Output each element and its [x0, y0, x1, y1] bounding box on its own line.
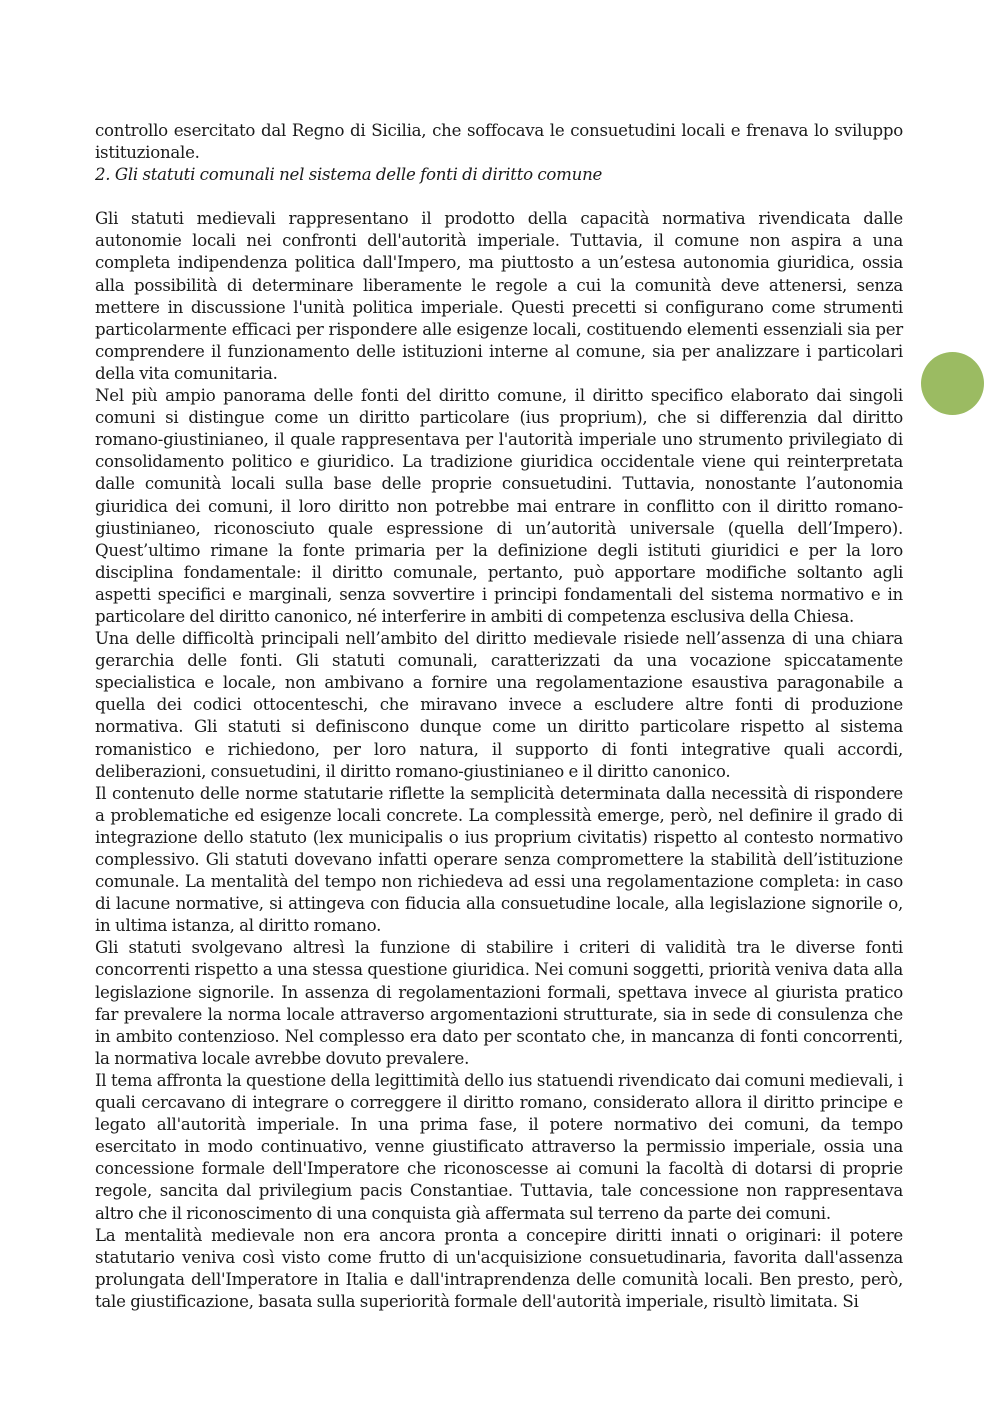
green-circle-decoration: [921, 352, 984, 415]
body-paragraph-2: Nel più ampio panorama delle fonti del diritto comune, il diritto specifico elaborato dai singoli comuni si distingue come un diritto particolare (ius proprium), che si differenzia dal diritto romano-giustinianeo, il quale rappresentava per l'autorità imperiale uno strumento privilegiato di consolidamento politico e giuridico. La tradizione giuridica occidentale viene qui reinterpretata dalle comunità locali sulla base delle proprie consuetudini. Tuttavia, nonostante l’autonomia giuridica dei comuni, il loro diritto non potrebbe mai entrare in conflitto con il diritto romano-giustinianeo, riconosciuto quale espressione di un’autorità universale (quella dell’Impero). Quest’ultimo rimane la fonte primaria per la definizione degli istituti giuridici e per la loro disciplina fondamentale: il diritto comunale, pertanto, può apportare modifiche soltanto agli aspetti specifici e marginali, senza sovvertire i principi fondamentali del sistema normativo e in particolare del diritto canonico, né interferire in ambiti di competenza esclusiva della Chiesa.: [95, 386, 903, 626]
body-paragraph-7: La mentalità medievale non era ancora pronta a concepire diritti innati o originari: il potere statutario veniva così visto come frutto di un'acquisizione consuetudinaria, favorita dall'assenza prolungata dell'Imperatore in Italia e dall'intraprendenza delle comunità locali. Ben presto, però, tale giustificazione, basata sulla superiorità formale dell'autorità imperiale, risultò limitata. Si: [95, 1225, 903, 1311]
document-body: [95, 120, 903, 1313]
body-paragraph-1: Gli statuti medievali rappresentano il prodotto della capacità normativa rivendicata dalle autonomie locali nei confronti dell'autorità imperiale. Tuttavia, il comune non aspira a una completa indipendenza politica dall'Impero, ma piuttosto a un’estesa autonomia giuridica, ossia alla possibilità di determinare liberamente le regole a cui la comunità deve attenersi, senza mettere in discussione l'unità politica imperiale. Questi precetti si configurano come strumenti particolarmente efficaci per rispondere alle esigenze locali, costituendo elementi essenziali sia per comprendere il funzionamento delle istituzioni interne al comune, sia per analizzare i particolari della vita comunitaria.: [95, 209, 903, 383]
intro-paragraph: controllo esercitato dal Regno di Sicilia, che soffocava le consuetudini locali e frenava lo sviluppo istituzionale.: [95, 121, 903, 163]
section-heading: 2. Gli statuti comunali nel sistema delle fonti di diritto comune: [95, 165, 603, 185]
body-paragraph-3: Una delle difficoltà principali nell’ambito del diritto medievale risiede nell’assenza di una chiara gerarchia delle fonti. Gli statuti comunali, caratterizzati da una vocazione spiccatamente specialistica e locale, non ambivano a fornire una regolamentazione esaustiva paragonabile a quella dei codici ottocenteschi, che miravano invece a escludere altre fonti di produzione normativa. Gli statuti si definiscono dunque come un diritto particolare rispetto al sistema romanistico e richiedono, per loro natura, il supporto di fonti integrative quali accordi, deliberazioni, consuetudini, il diritto romano-giustinianeo e il diritto canonico.: [95, 629, 903, 781]
body-paragraph-5: Gli statuti svolgevano altresì la funzione di stabilire i criteri di validità tra le diverse fonti concorrenti rispetto a una stessa questione giuridica. Nei comuni soggetti, priorità veniva data alla legislazione signorile. In assenza di regolamentazioni formali, spettava invece al giurista pratico far prevalere la norma locale attraverso argomentazioni strutturate, sia in sede di consulenza che in ambito contenzioso. Nel complesso era dato per scontato che, in mancanza di fonti concorrenti, la normativa locale avrebbe dovuto prevalere.: [95, 938, 903, 1068]
body-paragraph-6: Il tema affronta la questione della legittimità dello ius statuendi rivendicato dai comuni medievali, i quali cercavano di integrare o correggere il diritto romano, considerato allora il diritto principe e legato all'autorità imperiale. In una prima fase, il potere normativo dei comuni, da tempo esercitato in modo continuativo, venne giustificato attraverso la permissio imperiale, ossia una concessione formale dell'Imperatore che riconoscesse ai comuni la facoltà di dotarsi di proprie regole, sancita dal privilegium pacis Constantiae. Tuttavia, tale concessione non rappresentava altro che il riconoscimento di una conquista già affermata sul terreno da parte dei comuni.: [95, 1070, 903, 1223]
body-paragraph-4: Il contenuto delle norme statutarie riflette la semplicità determinata dalla necessità di rispondere a problematiche ed esigenze locali concrete. La complessità emerge, però, nel definire il grado di integrazione dello statuto (lex municipalis o ius proprium civitatis) rispetto al contesto normativo complessivo. Gli statuti dovevano infatti operare senza compromettere la stabilità dell’istituzione comunale. La mentalità del tempo non richiedeva ad essi una regolamentazione completa: in caso di lacune normative, si attingeva con fiducia alla consuetudine locale, alla legislazione signorile o, in ultima istanza, al diritto romano.: [95, 783, 903, 936]
